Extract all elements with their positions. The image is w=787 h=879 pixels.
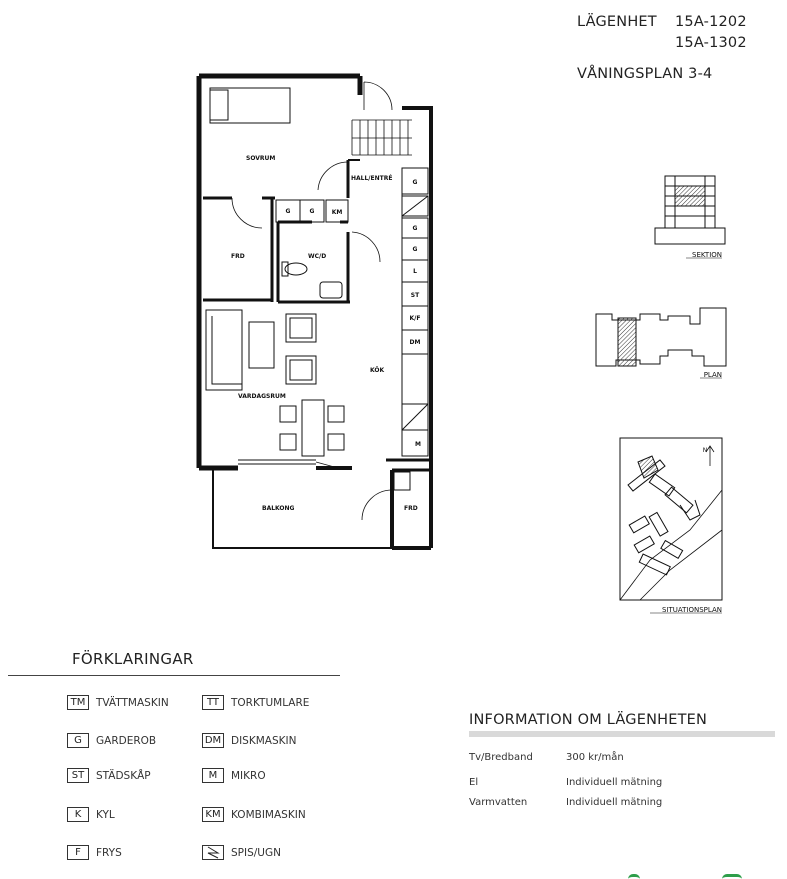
room-frd-balcony: FRD	[404, 505, 418, 512]
legend-label-spis: SPIS/UGN	[231, 846, 281, 859]
legend-label-st: STÄDSKÅP	[96, 769, 151, 782]
info-key-tv: Tv/Bredband	[469, 752, 533, 763]
apartment-number-1: 15A-1202	[675, 14, 747, 30]
situation-label: SITUATIONSPLAN	[662, 606, 722, 614]
info-value-el: Individuell mätning	[566, 777, 663, 788]
legend-code-f: F	[67, 845, 89, 860]
legend-code-km: KM	[202, 807, 224, 822]
legend-item-dm	[202, 733, 296, 748]
legend-code-tt: TT	[202, 695, 224, 710]
north-label: N	[702, 447, 708, 454]
room-kok: KÖK	[370, 367, 385, 374]
room-vardagsrum: VARDAGSRUM	[238, 393, 286, 400]
legend-label-g: GARDEROB	[96, 734, 157, 747]
legend-item-f	[67, 845, 122, 860]
info-bar	[469, 731, 775, 737]
legend-label-m: MIKRO	[231, 769, 266, 782]
info-key-varmvatten: Varmvatten	[469, 797, 528, 808]
cabinet-m: M	[415, 441, 421, 448]
legend-label-tt: TORKTUMLARE	[231, 696, 310, 709]
legend-item-tt	[202, 695, 309, 710]
legend-divider	[8, 675, 340, 676]
room-hall: HALL/ENTRÉ	[351, 175, 393, 182]
legend-item-m	[202, 768, 266, 783]
logo-mark-left	[628, 874, 640, 879]
legend-label-dm: DISKMASKIN	[231, 734, 297, 747]
legend-label-tm: TVÄTTMASKIN	[96, 696, 169, 709]
legend-item-k	[67, 807, 115, 822]
legend-label-k: KYL	[96, 808, 115, 821]
cabinet-g-k2: G	[412, 246, 418, 253]
info-row-tv	[469, 752, 769, 766]
legend-title: FÖRKLARINGAR	[72, 650, 194, 668]
cabinet-g-wc1: G	[285, 208, 291, 215]
room-balkong: BALKONG	[262, 505, 295, 512]
info-value-varmvatten: Individuell mätning	[566, 797, 663, 808]
apartment-label: LÄGENHET	[577, 14, 657, 30]
floor-plan-drawing	[190, 70, 440, 555]
legend-code-k: K	[67, 807, 89, 822]
apartment-header	[577, 14, 747, 30]
legend-code-tm: TM	[67, 695, 89, 710]
info-title: INFORMATION OM LÄGENHETEN	[469, 712, 708, 728]
legend-code-m: M	[202, 768, 224, 783]
info-row-el	[469, 777, 769, 791]
plan-keyplan	[590, 300, 730, 390]
room-sovrum: SOVRUM	[246, 155, 276, 162]
apartment-number-2: 15A-1302	[675, 35, 747, 51]
legend-item-spis	[202, 845, 281, 860]
legend-code-g: G	[67, 733, 89, 748]
info-row-varmvatten	[469, 797, 769, 811]
room-wc: WC/D	[308, 253, 327, 260]
legend-item-st	[67, 768, 151, 783]
cabinet-st: ST	[410, 292, 420, 299]
info-key-el: El	[469, 777, 479, 788]
legend-item-g	[67, 733, 156, 748]
cabinet-dm: DM	[409, 339, 421, 346]
legend-label-f: FRYS	[96, 846, 122, 859]
floor-plan-label: VÅNINGSPLAN 3-4	[577, 66, 713, 82]
logo-mark-right	[722, 874, 742, 879]
section-keyplan	[650, 170, 730, 265]
cabinet-km: KM	[331, 209, 343, 216]
legend-code-st: ST	[67, 768, 89, 783]
cabinet-l: L	[413, 268, 417, 275]
legend-code-dm: DM	[202, 733, 224, 748]
stove-icon	[202, 845, 224, 860]
legend-item-km	[202, 807, 306, 822]
cabinet-g-k1: G	[412, 225, 418, 232]
info-value-tv: 300 kr/mån	[566, 752, 624, 763]
cabinet-kf: K/F	[409, 315, 421, 322]
room-frd: FRD	[231, 253, 245, 260]
cabinet-g-wc2: G	[309, 208, 315, 215]
legend-item-tm	[67, 695, 169, 710]
situation-keyplan	[615, 432, 727, 622]
legend-label-km: KOMBIMASKIN	[231, 808, 306, 821]
plan-label: PLAN	[703, 371, 722, 379]
section-label: SEKTION	[692, 251, 722, 259]
cabinet-g-top: G	[412, 179, 418, 186]
